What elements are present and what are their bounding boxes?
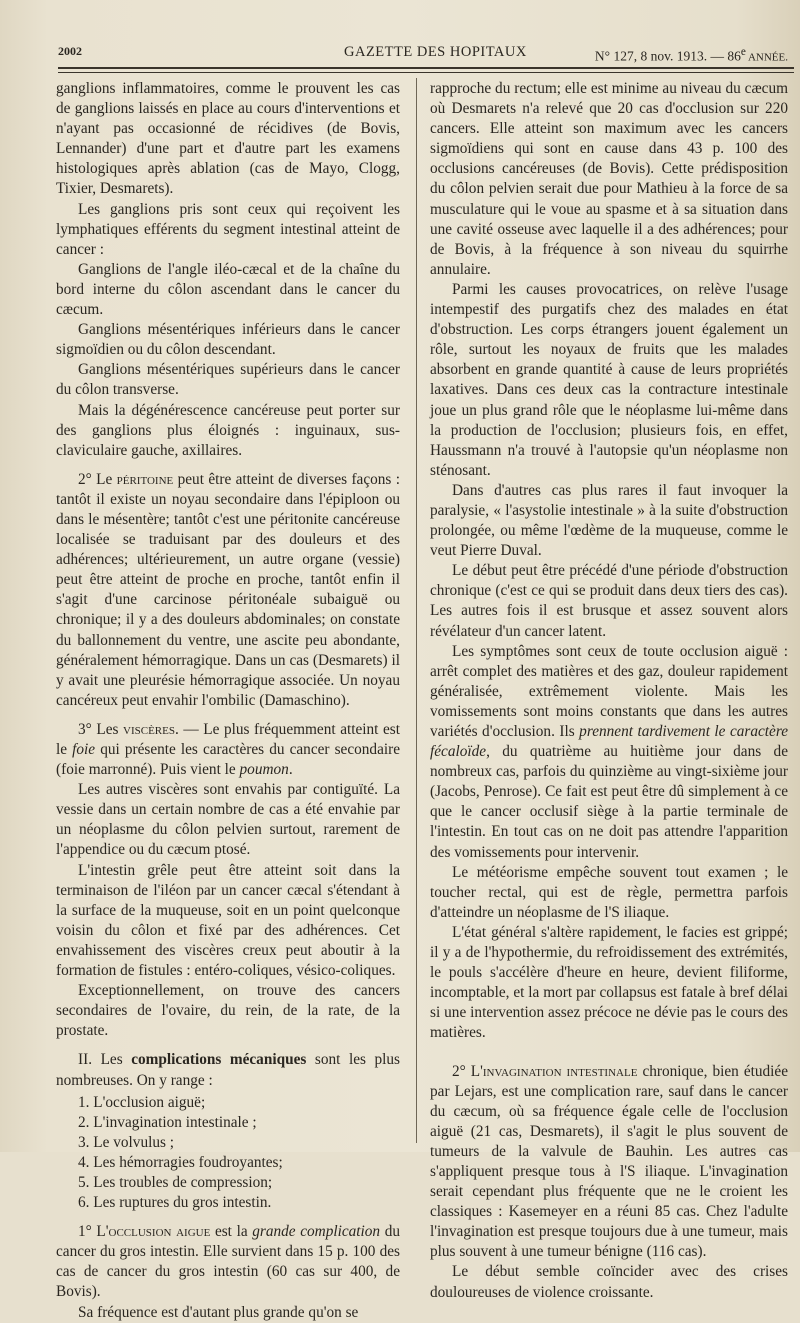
paragraph: Ganglions mésentériques supérieurs dans le cancer du côlon transverse. [56,361,400,399]
paragraph: L'état général s'altère rapidement, le facies est grippé; il y a de l'hypothermie, du refroidissement des extrémités, le pouls s'accélère d'heure en heure, devient filiforme, incomptable, et la mort par collapsus est fatale à bref délai si une intervention assez précoce ne dévie pas le cours des matières. [430,923,788,1042]
right-column [430,79,788,1303]
section-visceres: 3° Les viscères. — Le plus fréquemment atteint est le foie qui présente les caractères du cancer secondaire (foie marronné). Puis vient le poumon. [56,720,400,779]
page-header [58,40,794,64]
paragraph: rapproche du rectum; elle est minime au niveau du cæcum où Desmarets n'a relevé que 20 cas d'occlusion sur 220 cancers. Elle atteint son maximum avec les cancers sigmoïdiens qui sont en cause dans 43 p. 100 des occlusions cancéreuses (de Bovis). Cette prédisposition du côlon pelvien serait due pour Mathieu à la force de sa musculature qui le voue au spasme et à sa situation dans une cavité osseuse avec laquelle il a des adhérences; pour de Bovis, à la fréquence à son niveau du squirrhe annulaire. [430,80,788,278]
paragraph: Ganglions de l'angle iléo-cæcal et de la chaîne du bord interne du côlon ascendant dans le cancer du cæcum. [56,260,400,319]
section-heading: L'invagination intestinale [470,1062,638,1080]
section-heading: péritoine [116,470,174,488]
header-rule [58,67,794,69]
section-heading: complications mécaniques [131,1051,307,1069]
section-invagination: 2° L'invagination intestinale chronique, bien étudiée par Lejars, est une complication rare, sauf dans le cancer du cæcum, où sa fréquence égale celle de l'occlusion aiguë (21 cas, Desmarets), il s'agit le plus souvent de tumeurs de la valvule de Bauhin. Les autres cas s'appliquent presque tous à l'S iliaque. L'invagination serait cependant plus fréquente que ne le croient les classiques : Kasemeyer en a réuni 85 cas. Chez l'adulte l'invagination est presque toujours due à une tumeur, mais plus souvent à une tumeur bénigne (116 cas). [430,1062,788,1261]
paragraph: Les autres viscères sont envahis par contiguïté. La vessie dans un certain nombre de cas a été envahie par un néoplasme du côlon pelvien surtout, rarement de l'appendice ou du cæcum ptosé. [56,781,400,859]
paragraph: Dans d'autres cas plus rares il faut invoquer la paralysie, « l'asystolie intestinale » à la suite d'obstruction prolongée, ou même l'œdème de la muqueuse, comme le veut Pierre Duval. [430,481,788,560]
section-heading: viscères [123,720,175,738]
paragraph: Sa fréquence est d'autant plus grande qu'on se [78,1303,359,1321]
list-item: 4. Les hémorragies foudroyantes; [78,1153,283,1171]
paragraph: Ganglions mésentériques inférieurs dans le cancer sigmoïdien ou du côlon descendant. [56,321,400,359]
list-item: 2. L'invagination intestinale ; [78,1113,257,1131]
list-item: 5. Les troubles de compression; [78,1173,273,1191]
paragraph: Le météorisme empêche souvent tout examen ; le toucher rectal, qui est de règle, permettra parfois d'atteindre un néoplasme de l'S iliaque. [430,863,788,921]
list-item: 3. Le volvulus ; [78,1133,175,1151]
section-peritoine: 2° Le péritoine peut être atteint de diverses façons : tantôt il existe un noyau secondaire dans l'épiploon ou dans le mésentère; tantôt c'est une péritonite cancéreuse localisée se traduisant par des douleurs et des adhérences; ultérieurement, un autre organe (vessie) peut être atteint de proche en proche, tantôt enfin il s'agit d'une carcinose péritonéale subaiguë ou chronique; il y a des douleurs abdominales; on constate du ballonnement du ventre, une ascite peu abondante, généralement hémorragique. Dans un cas (Desmarets) il y avait une pleurésie hémorragique associée. Un noyau cancéreux peut envahir l'ombilic (Damaschino). [56,470,400,709]
page-number: 2002 [58,44,82,58]
paragraph: Mais la dégénérescence cancéreuse peut porter sur des ganglions plus éloignés : inguinaux, sus-claviculaire gauche, axillaires. [56,401,400,459]
list-item: 6. Les ruptures du gros intestin. [78,1194,272,1212]
left-column [56,79,400,1323]
paragraph: L'intestin grêle peut être atteint soit dans la terminaison de l'iléon par un cancer cæcal s'étendant à la surface de la muqueuse, soit en un point quelconque voisin du côlon et fixé par des adhérences. Cet envahissement des viscères creux peut aboutir à la formation de fistules : entéro-coliques, vésico-coliques. [56,861,400,980]
complications-list [56,1093,400,1214]
issue-info: N° 127, 8 nov. 1913. — 86e ANNÉE. [594,46,788,64]
paragraph: Exceptionnellement, on trouve des cancers secondaires de l'ovaire, du rein, de la rate, de la prostate. [56,982,400,1040]
paragraph: Le début semble coïncider avec des crises douloureuses de violence croissante. [430,1263,788,1301]
paragraph: ganglions inflammatoires, comme le prouvent les cas de ganglions laissés en place au cours d'interventions et n'ayant pas occasionné de récidives (de Bovis, Lennander) d'une part et d'autre part les examens histologiques après ablation (cas de Mayo, Clogg, Tixier, Desmarets). [56,80,400,198]
column-separator [416,78,417,1143]
paragraph: Les symptômes sont ceux de toute occlusion aiguë : arrêt complet des matières et des gaz, douleur rapidement généralisée, extrêmement violente. Mais les vomissements sont moins constants que dans les autres variétés d'occlusion. Ils prennent tardivement le caractère fécaloïde, du quatrième au huitième jour dans de nombreux cas, parfois du quinzième au vingt-sixième jour (Jacobs, Penrose). Ce fait est peut être dû simplement à ce que le cancer occlusif siège à la partie terminale de l'intestin. En tout cas on ne doit pas attendre l'apparition des vomissements pour intervenir. [430,642,788,861]
section-complications: II. Les complications mécaniques sont les plus nombreuses. On y range : [56,1051,401,1089]
journal-title: GAZETTE DES HOPITAUX [344,44,527,60]
paragraph: Les ganglions pris sont ceux qui reçoivent les lymphatiques efférents du segment intestinal atteint de cancer : [56,200,400,258]
paragraph: Parmi les causes provocatrices, on relève l'usage intempestif des purgatifs chez des malades en état d'obstruction. Les corps étrangers jouent également un rôle, surtout les noyaux de fruits que les malades absorbent en grande quantité à cause de leurs propriétés laxatives. Dans ces deux cas la contracture intestinale joue un plus grand rôle que le néoplasme lui-même dans la production de l'occlusion; plusieurs fois, en effet, Haussmann n'a trouvé à l'autopsie qu'un néoplasme non sténosant. [430,280,788,479]
header-rule-thin [58,72,794,73]
paragraph: Le début peut être précédé d'une période d'obstruction chronique (c'est ce qui se produit dans deux tiers des cas). Les autres fois il est brusque et assez souvent alors révélateur d'un cancer latent. [430,562,788,640]
list-item: 1. L'occlusion aiguë; [78,1093,206,1111]
section-occlusion: 1° L'occlusion aigue est la grande complication du cancer du gros intestin. Elle survient dans 15 p. 100 des cas de cancer du gros intestin (60 cas sur 400, de Bovis). [56,1223,401,1301]
section-heading: L'occlusion aigue [96,1223,211,1241]
